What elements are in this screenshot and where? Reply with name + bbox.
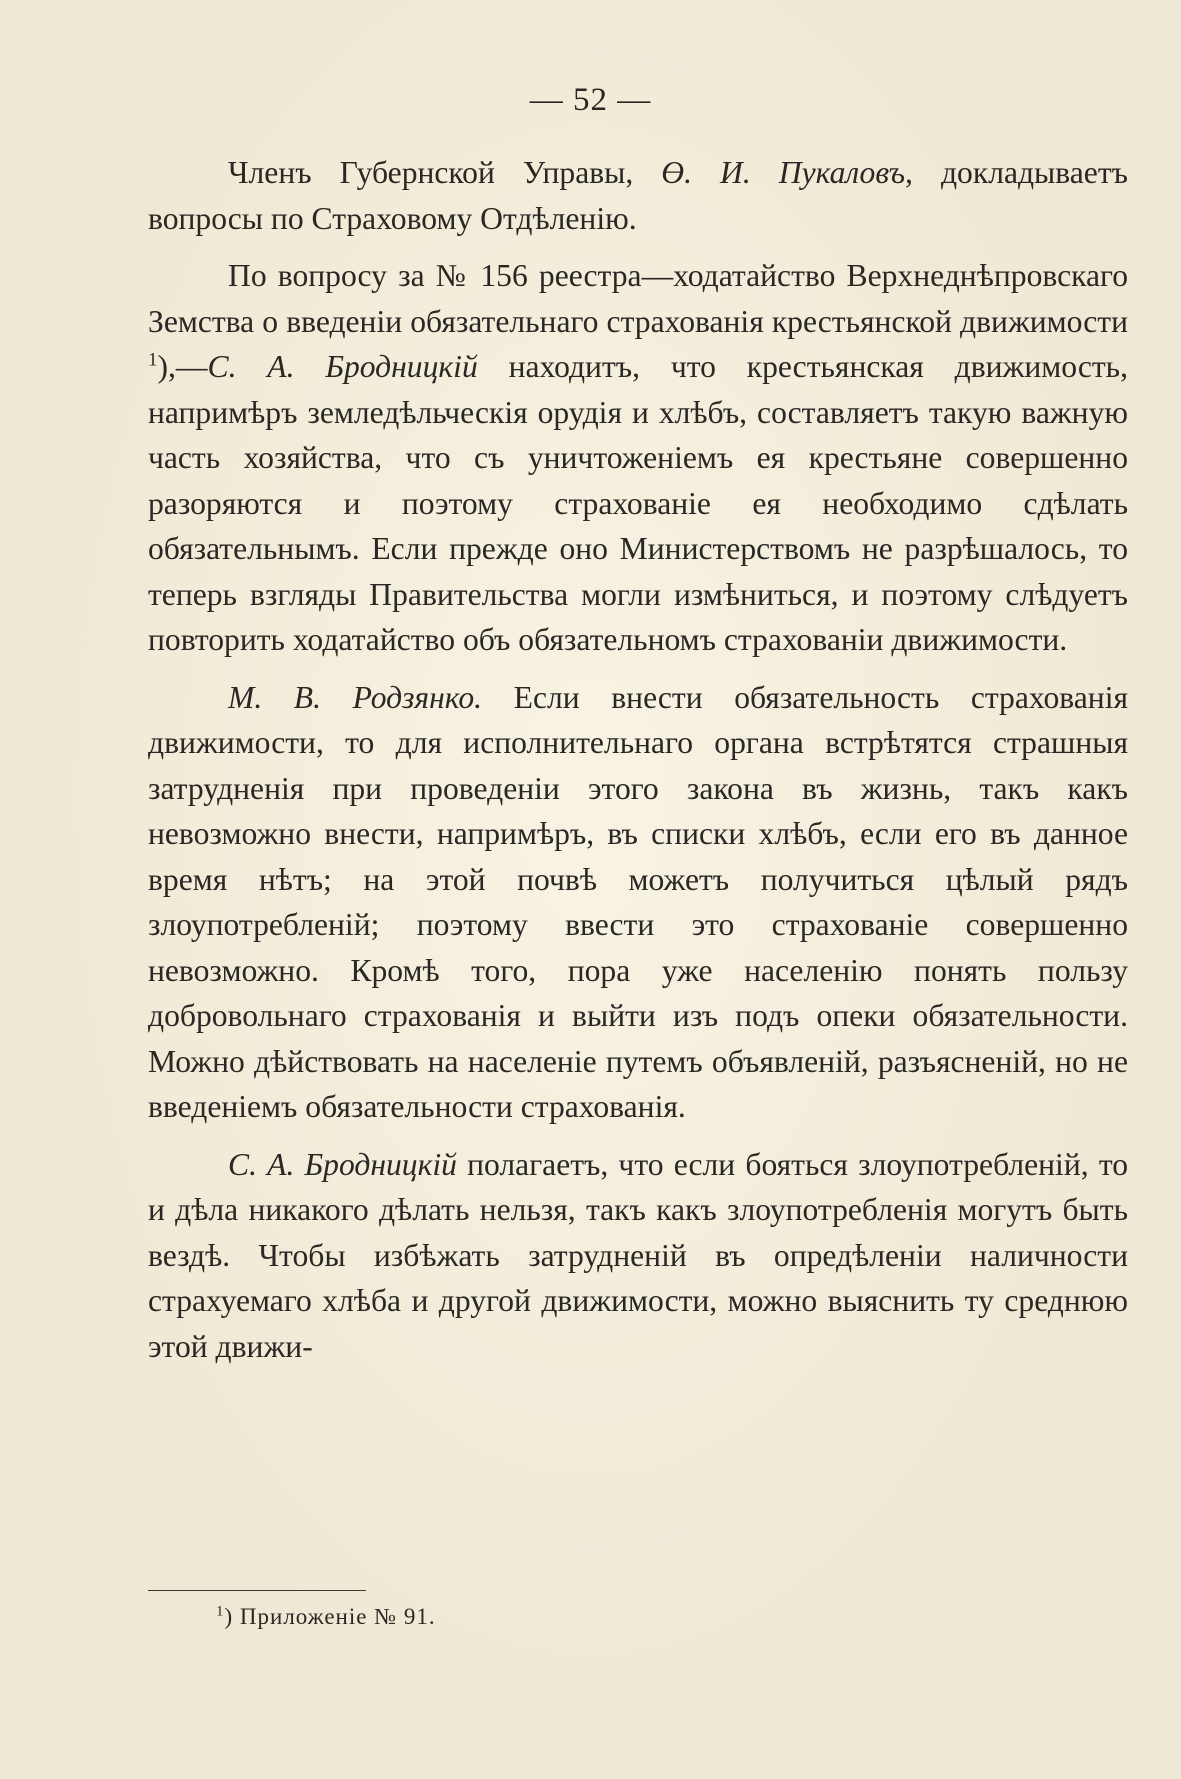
speaker-name-brodnitsky-2: С. А. Бродницкій (228, 1146, 457, 1182)
footnote-divider (148, 1590, 366, 1591)
footnote-marker: 1 (216, 1603, 225, 1620)
footnote (216, 1604, 436, 1630)
speaker-name-rodzyanko: М. В. Родзянко. (228, 679, 483, 715)
page-number: — 52 — (529, 82, 652, 118)
paragraph-4-text-b: полагаетъ, что если бояться злоупотребленій, то и дѣла никакого дѣлать нельзя, такъ какъ злоупотребленія могутъ быть вездѣ. Чтобы избѣжать затрудненій въ опредѣленіи наличности страхуемаго хлѣба и другой движимости, можно выяснить ту среднюю этой движи- (148, 1146, 1128, 1364)
paragraph-3 (148, 675, 1128, 1130)
paragraph-4 (148, 1142, 1128, 1370)
footnote-text: ) Приложеніе № 91. (224, 1604, 436, 1629)
paragraph-1-text-c: докладываетъ вопросы по Страховому Отдѣленію. (148, 155, 1128, 236)
speaker-name-pukalov: Ө. И. Пукаловъ, (661, 155, 913, 190)
paragraph-3-text-b: Если внести обязательность страхованія движимости, то для исполнительнаго органа встрѣтятся страшныя затрудненія при проведеніи этого закона въ жизнь, такъ какъ невозможно внести, напримѣръ, въ списки хлѣбъ, если его въ данное время нѣтъ; на этой почвѣ можетъ получиться цѣлый рядъ злоупотребленій; поэтому ввести это страхованіе совершенно невозможно. Кромѣ того, пора уже населенію понять пользу добровольнаго страхованія и выйти изъ подъ опеки обязательности. Можно дѣйствовать на населеніе путемъ объявленій, разъясненій, но не введеніемъ обязательности страхованія. (148, 679, 1129, 1124)
main-text (148, 150, 1128, 1381)
paragraph-2 (148, 253, 1128, 663)
paragraph-1 (148, 150, 1128, 241)
paragraph-2-text-b: ),— (157, 349, 208, 384)
footnote-reference: 1 (148, 349, 158, 371)
paragraph-2-text-a: По вопросу за № 156 реестра—ходатайство Верхнеднѣпровскаго Земства о введеніи обязательнаго страхованія крестьянской движимости (148, 258, 1128, 339)
paragraph-2-text-d: находитъ, что крестьянская движимость, напримѣръ земледѣльческія орудія и хлѣбъ, составляетъ такую важную часть хозяйства, что съ уничтоженіемъ ея крестьяне совершенно разоряются и поэтому страхованіе ея необходимо сдѣлать обязательнымъ. Если прежде оно Министерствомъ не разрѣшалось, то теперь взгляды Правительства могли измѣниться, и поэтому слѣдуетъ повторить ходатайство объ обязательномъ страхованіи движимости. (148, 349, 1128, 657)
speaker-name-brodnitsky: С. А. Бродницкій (207, 349, 478, 384)
paragraph-1-text-a: Членъ Губернской Управы, (228, 155, 662, 190)
